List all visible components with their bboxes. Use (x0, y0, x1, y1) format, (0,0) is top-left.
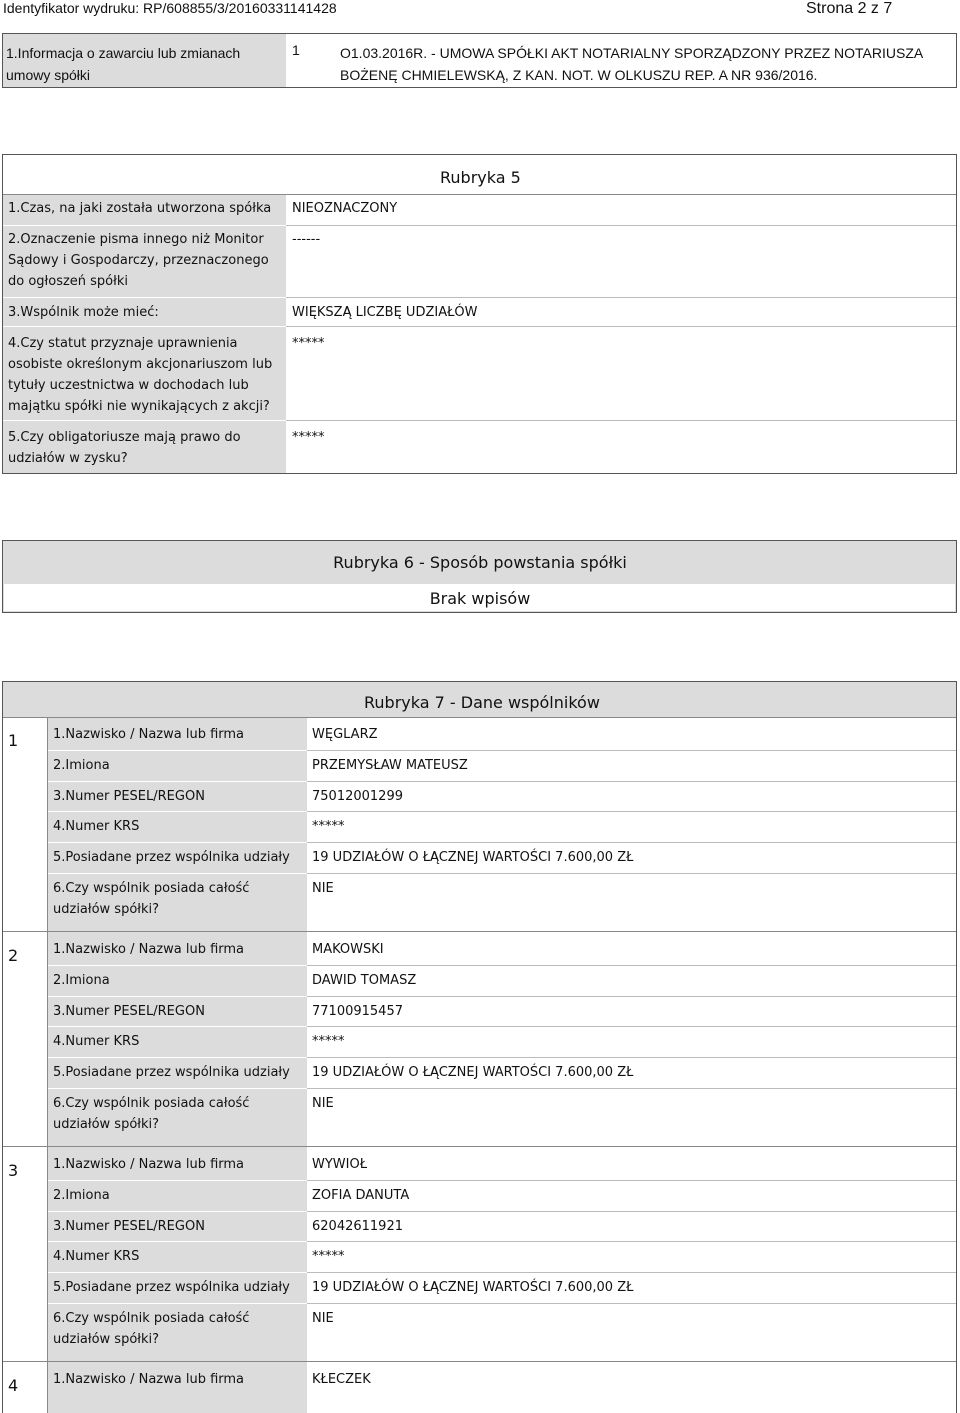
partner-field-label: 2.Imiona (53, 1188, 110, 1203)
partner-field-label: 2.Imiona (53, 973, 110, 988)
partner-number: 1 (8, 731, 19, 750)
partner-field-label: 5.Posiadane przez wspólnika udziały (53, 850, 290, 865)
partner-field-label: 6.Czy wspólnik posiada całość udziałów spółki? (53, 881, 250, 917)
partner-field-label: 1.Nazwisko / Nazwa lub firma (53, 727, 245, 742)
partner-field-value: 62042611921 (312, 1219, 403, 1234)
partner-field-value: ***** (312, 819, 345, 834)
partner-number: 2 (8, 946, 19, 965)
partner-field-value: PRZEMYSŁAW MATEUSZ (312, 758, 468, 773)
partner-field-value: NIE (312, 881, 334, 896)
r5-label-5: 5.Czy obligatoriusze mają prawo do udziałów w zysku? (8, 430, 241, 466)
rubryka6-empty: Brak wpisów (429, 589, 531, 608)
partner-field-value: WĘGLARZ (312, 727, 378, 742)
r5-label-1: 1.Czas, na jaki została utworzona spółka (8, 201, 272, 216)
partner-field-value: 19 UDZIAŁÓW O ŁĄCZNEJ WARTOŚCI 7.600,00 ZŁ (312, 1065, 634, 1080)
partner-field-value: WYWIOŁ (312, 1157, 368, 1172)
partner-field-value: 19 UDZIAŁÓW O ŁĄCZNEJ WARTOŚCI 7.600,00 ZŁ (312, 850, 634, 865)
r5-value-3: WIĘKSZĄ LICZBĘ UDZIAŁÓW (292, 305, 478, 320)
partner-field-label: 3.Numer PESEL/REGON (53, 789, 205, 804)
partner-field-label: 3.Numer PESEL/REGON (53, 1004, 205, 1019)
partner-field-label: 2.Imiona (53, 758, 110, 773)
partner-field-label: 4.Numer KRS (53, 1034, 140, 1049)
info-value: O1.03.2016R. - UMOWA SPÓŁKI AKT NOTARIALNY SPORZĄDZONY PRZEZ NOTARIUSZA BOŻENĘ CHMIELEWSKĄ, Z KAN. NOT. W OLKUSZU REP. A NR 936/2016. (340, 45, 923, 83)
rubryka6-title: Rubryka 6 - Sposób powstania spółki (333, 553, 627, 572)
partner-field-value: ***** (312, 1034, 345, 1049)
partner-field-value: NIE (312, 1311, 334, 1326)
partner-field-label: 1.Nazwisko / Nazwa lub firma (53, 1372, 245, 1387)
partner-field-label: 4.Numer KRS (53, 819, 140, 834)
info-label: 1.Informacja o zawarciu lub zmianach umowy spółki (6, 45, 241, 83)
r5-label-4: 4.Czy statut przyznaje uprawnienia osobiste określonym akcjonariuszom lub tytuły uczestnictwa w dochodach lub majątku spółki nie wynikających z akcji? (8, 336, 273, 414)
partner-field-label: 3.Numer PESEL/REGON (53, 1219, 205, 1234)
partner-number: 3 (8, 1161, 19, 1180)
r5-label-3: 3.Wspólnik może mieć: (8, 305, 159, 320)
partner-field-label: 5.Posiadane przez wspólnika udziały (53, 1065, 290, 1080)
rubryka7-title: Rubryka 7 - Dane wspólników (364, 693, 600, 712)
r5-label-2: 2.Oznaczenie pisma innego niż Monitor Sądowy i Gospodarczy, przeznaczonego do ogłoszeń spółki (8, 232, 269, 289)
rubryka5-title: Rubryka 5 (440, 168, 521, 187)
r5-value-4: ***** (292, 336, 325, 351)
partner-number: 4 (8, 1376, 19, 1395)
partner-field-value: 19 UDZIAŁÓW O ŁĄCZNEJ WARTOŚCI 7.600,00 ZŁ (312, 1280, 634, 1295)
partner-field-label: 1.Nazwisko / Nazwa lub firma (53, 942, 245, 957)
partner-field-value: KŁECZEK (312, 1372, 371, 1387)
print-identifier: Identyfikator wydruku: RP/608855/3/20160331141428 (3, 0, 337, 16)
partner-field-value: 77100915457 (312, 1004, 403, 1019)
r5-value-5: ***** (292, 430, 325, 445)
partner-field-value: NIE (312, 1096, 334, 1111)
partner-field-value: ZOFIA DANUTA (312, 1188, 410, 1203)
page-number: Strona 2 z 7 (806, 0, 893, 17)
partner-field-label: 6.Czy wspólnik posiada całość udziałów spółki? (53, 1096, 250, 1132)
r5-value-1: NIEOZNACZONY (292, 201, 398, 216)
partner-field-label: 4.Numer KRS (53, 1249, 140, 1264)
partner-field-value: ***** (312, 1249, 345, 1264)
partner-field-label: 6.Czy wspólnik posiada całość udziałów spółki? (53, 1311, 250, 1347)
r5-value-2: ------ (292, 232, 321, 247)
info-number: 1 (292, 42, 300, 58)
partner-field-value: MAKOWSKI (312, 942, 384, 957)
partner-field-value: DAWID TOMASZ (312, 973, 417, 988)
partner-field-label: 5.Posiadane przez wspólnika udziały (53, 1280, 290, 1295)
partner-field-value: 75012001299 (312, 789, 403, 804)
partner-field-label: 1.Nazwisko / Nazwa lub firma (53, 1157, 245, 1172)
